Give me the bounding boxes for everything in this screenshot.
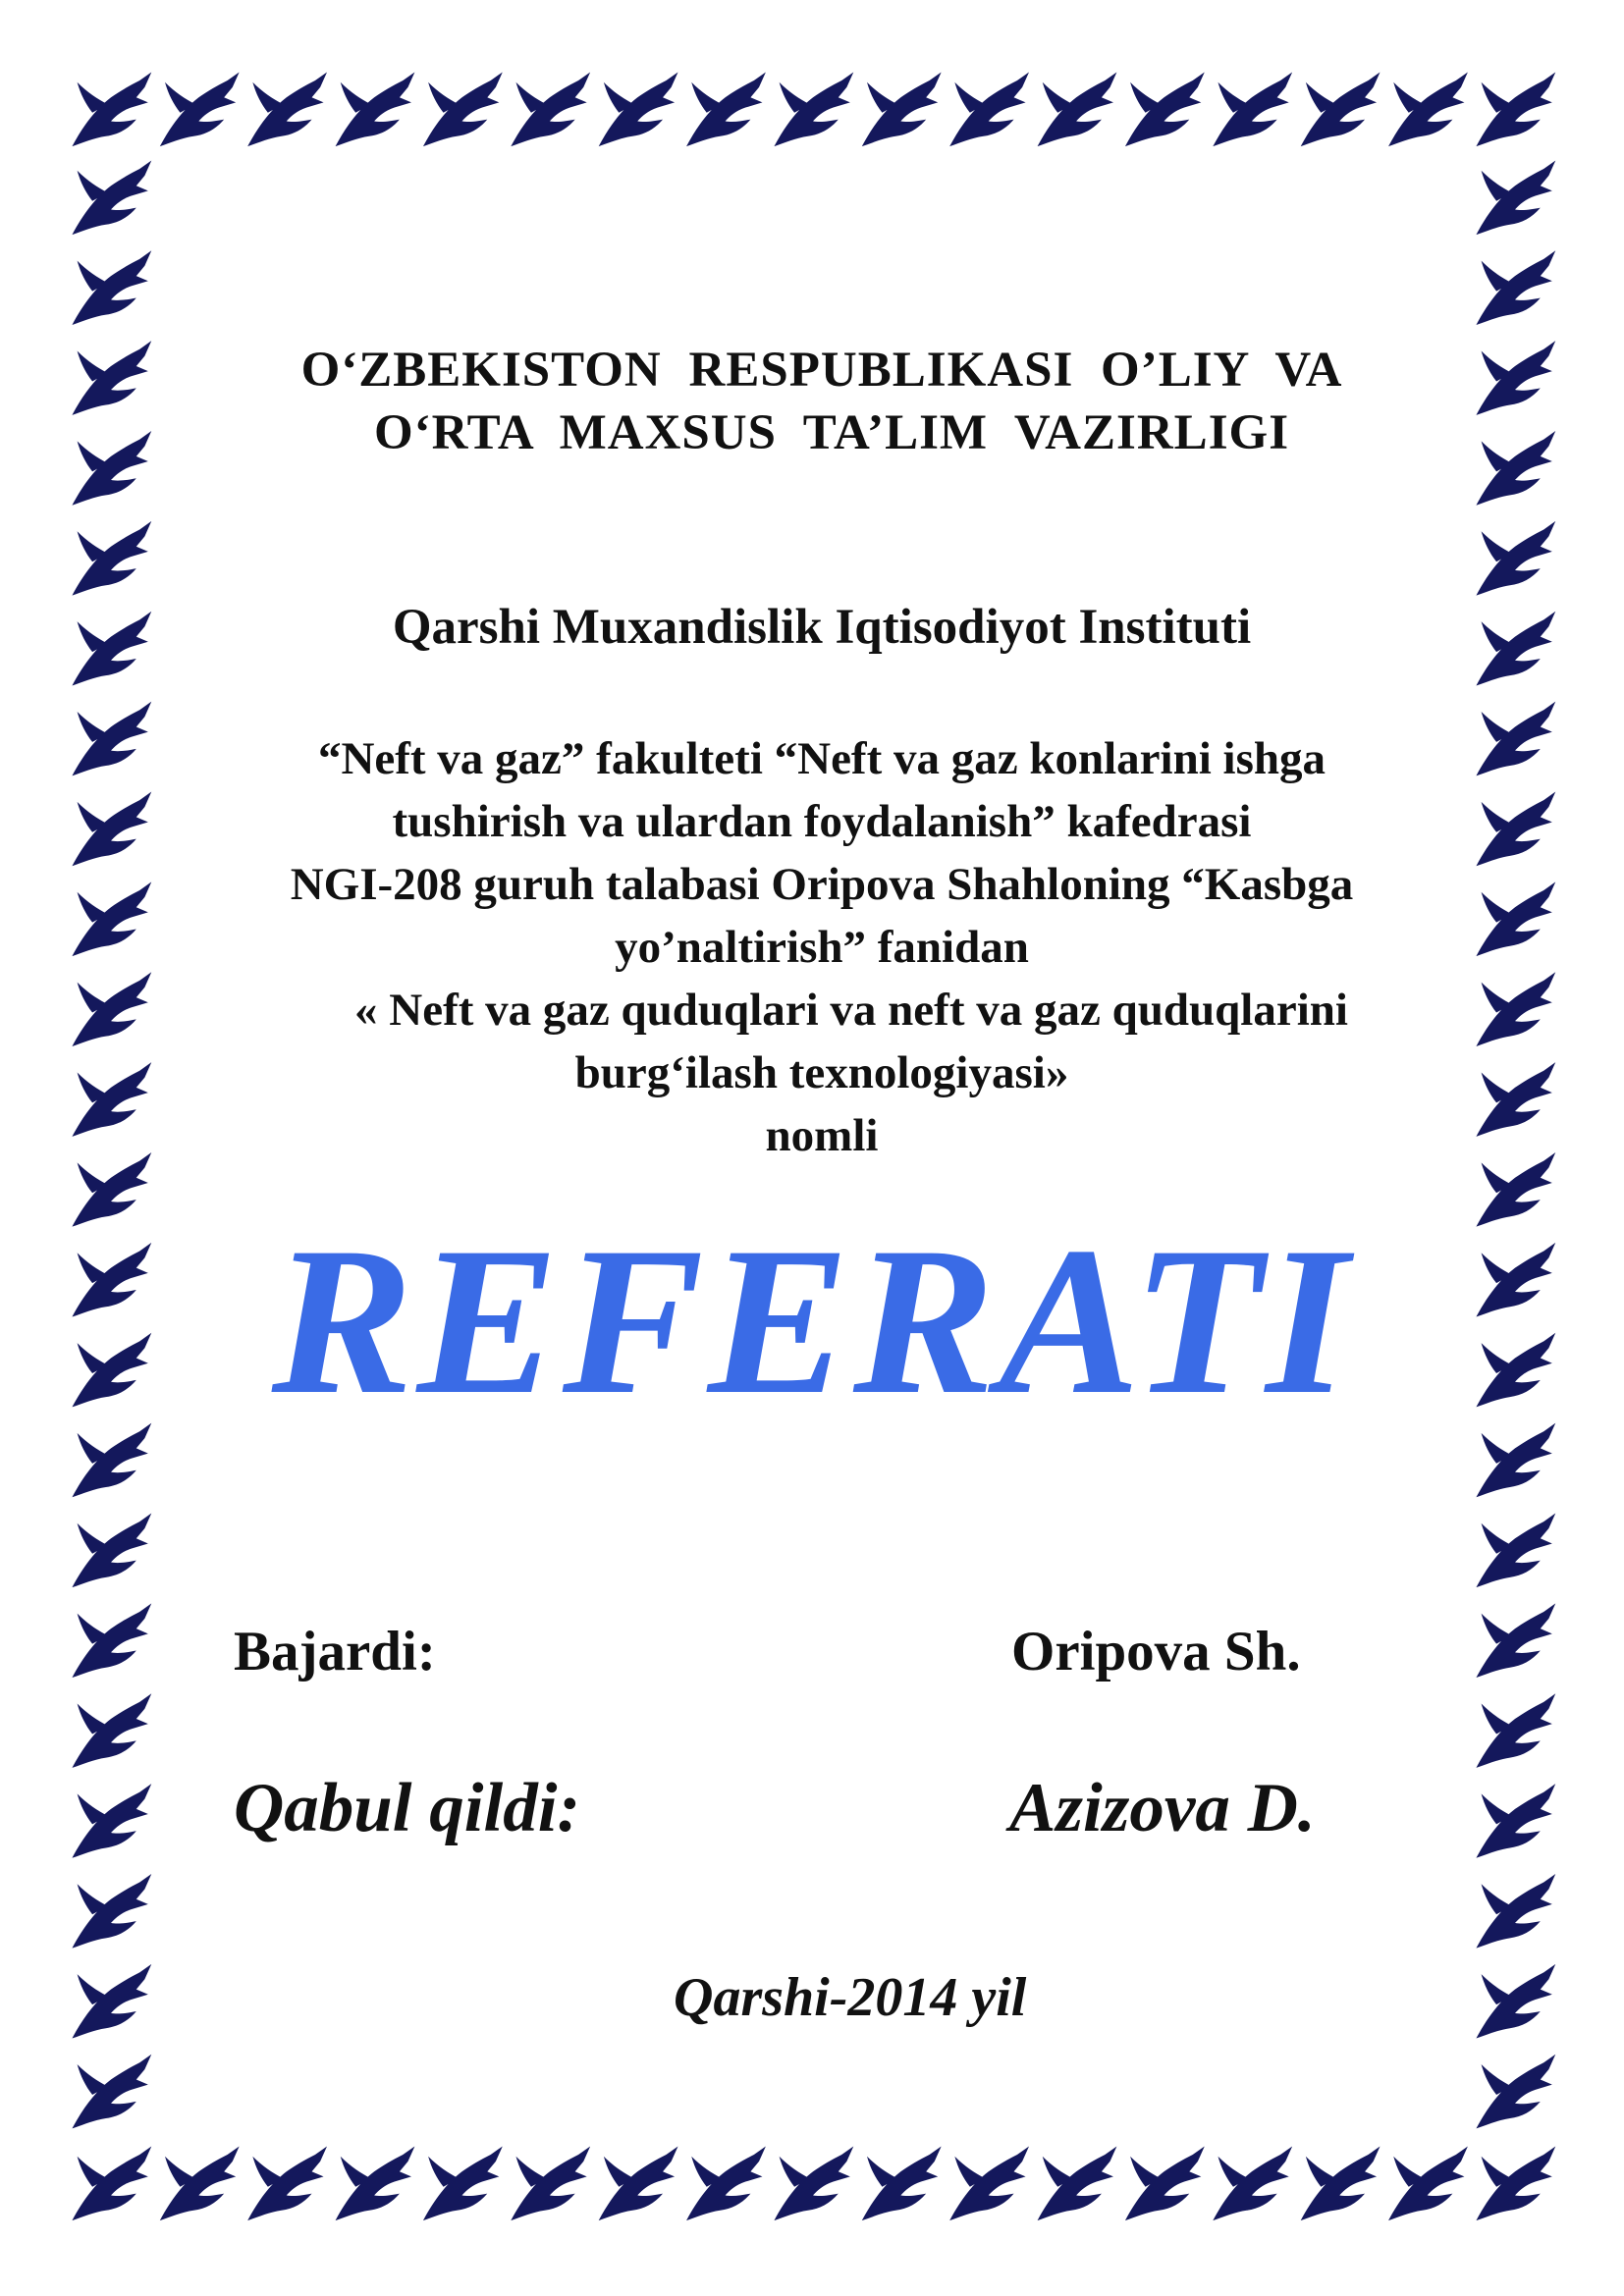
swallow-icon [774, 72, 853, 146]
swallow-icon [72, 2146, 151, 2220]
swallow-icon [1476, 1964, 1555, 2039]
swallow-icon [1476, 1784, 1555, 1858]
description-line-3: NGI-208 guruh talabasi Oripova Shahloning “Kasbga [290, 859, 1354, 910]
swallow-icon [160, 72, 240, 146]
description-line-4: yo’naltirish” fanidan [615, 922, 1029, 973]
swallow-icon [511, 72, 590, 146]
description-line-5: « Neft va gaz quduqlari va neft va gaz quduqlarini [354, 985, 1348, 1036]
swallow-icon [862, 72, 942, 146]
swallow-icon [599, 72, 678, 146]
swallow-icon [1476, 72, 1555, 146]
document-title: REFERATI [271, 1203, 1353, 1438]
swallow-icon [599, 2146, 678, 2220]
description-line-1: “Neft va gaz” fakulteti “Neft va gaz konlarini ishga [317, 733, 1326, 784]
swallow-icon [1388, 72, 1468, 146]
swallow-icon [949, 72, 1029, 146]
swallow-icon [72, 1784, 151, 1858]
swallow-icon [160, 2146, 240, 2220]
swallow-icon [72, 72, 151, 146]
swallow-icon [72, 2055, 151, 2129]
swallow-icon [1213, 72, 1292, 146]
swallow-icon [72, 1964, 151, 2039]
swallow-icon [247, 72, 327, 146]
swallow-icon [1301, 72, 1380, 146]
swallow-icon [1125, 2146, 1205, 2220]
swallow-icon [72, 1603, 151, 1678]
swallow-icon [336, 2146, 415, 2220]
swallow-icon [423, 2146, 503, 2220]
swallow-icon [511, 2146, 590, 2220]
description-line-6: burg‘ilash texnologiyasi» [574, 1047, 1069, 1098]
swallow-icon [1476, 160, 1555, 235]
swallow-icon [1476, 1874, 1555, 1949]
swallow-icon [72, 250, 151, 325]
accepted-by-name: Azizova D. [1009, 1770, 1316, 1846]
swallow-icon [72, 1513, 151, 1587]
ministry-title-line-2: O‘RTA MAXSUS TA’LIM VAZIRLIGI [373, 405, 1290, 460]
swallow-icon [336, 72, 415, 146]
swallow-icon [1476, 250, 1555, 325]
swallow-icon [1476, 1603, 1555, 1678]
swallow-icon [1038, 2146, 1117, 2220]
swallow-icon [1038, 72, 1117, 146]
swallow-icon [1213, 2146, 1292, 2220]
swallow-icon [423, 72, 503, 146]
accepted-by-label: Qabul qildi: [234, 1770, 581, 1846]
swallow-icon [1388, 2146, 1468, 2220]
description-line-7: nomli [765, 1110, 879, 1161]
swallow-icon [72, 160, 151, 235]
performed-by-label: Bajardi: [234, 1621, 436, 1682]
swallow-icon [1476, 1693, 1555, 1768]
place-and-year: Qarshi-2014 yil [674, 1967, 1027, 2028]
institute-name: Qarshi Muxandislik Iqtisodiyot Instituti [392, 600, 1252, 655]
swallow-icon [247, 2146, 327, 2220]
swallow-icon [1476, 2055, 1555, 2129]
swallow-icon [1301, 2146, 1380, 2220]
swallow-icon [1476, 521, 1555, 596]
swallow-icon [1476, 2146, 1555, 2220]
swallow-icon [686, 2146, 766, 2220]
swallow-icon [774, 2146, 853, 2220]
ministry-title-line-1: O‘ZBEKISTON RESPUBLIKASI O’LIY VA [300, 343, 1343, 398]
performed-by-name: Oripova Sh. [1011, 1621, 1301, 1682]
swallow-icon [72, 1874, 151, 1949]
swallow-icon [72, 521, 151, 596]
description-line-2: tushirish va ulardan foydalanish” kafedrasi [392, 796, 1252, 847]
swallow-icon [686, 72, 766, 146]
swallow-icon [1476, 1513, 1555, 1587]
swallow-icon [1125, 72, 1205, 146]
swallow-icon [862, 2146, 942, 2220]
swallow-icon [72, 1693, 151, 1768]
swallow-icon [949, 2146, 1029, 2220]
